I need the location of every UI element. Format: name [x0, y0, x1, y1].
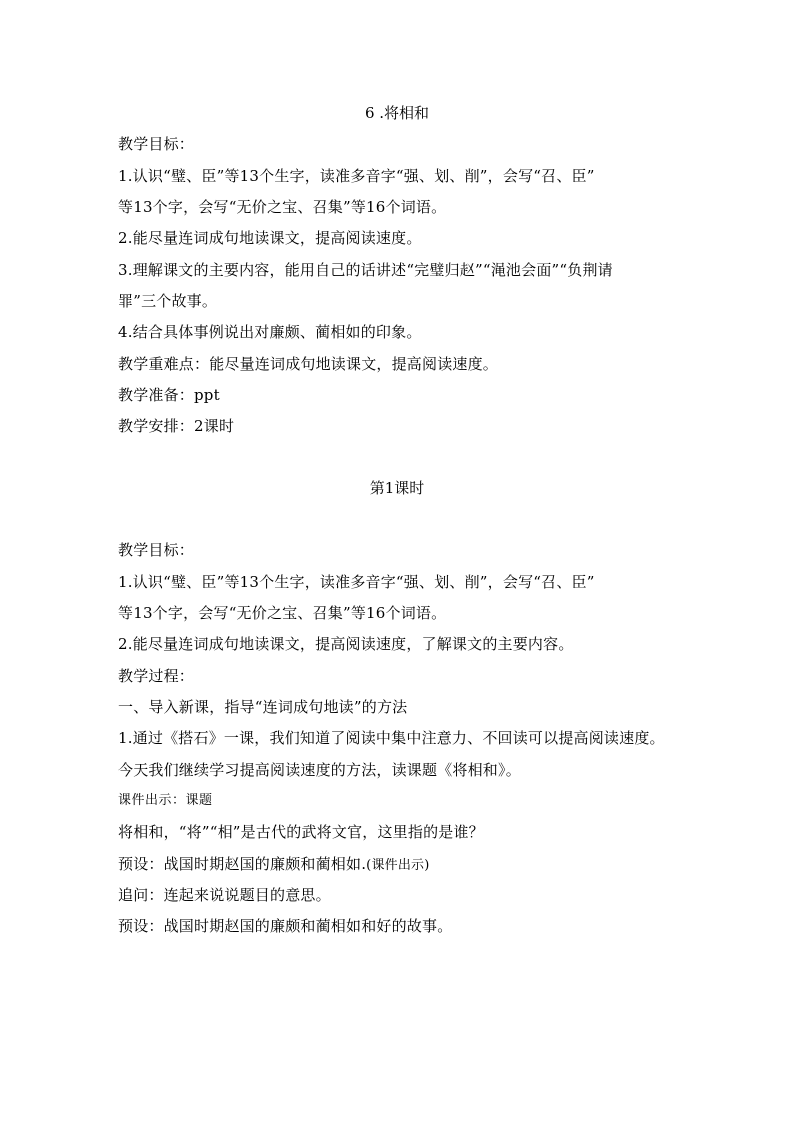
section-one-heading: 一、导入新课，指导“连词成句地读”的方法: [118, 698, 408, 716]
objective-line-1: 1.认识“璧、臣”等13个生字，读准多音字“强、划、削”，会写“召、臣”: [118, 167, 595, 185]
key-points: 教学重难点：能尽量连词成句地读课文，提高阅读速度。: [118, 355, 499, 373]
answer-one-main: 预设：战国时期赵国的廉颇和蔺相如.: [118, 855, 367, 873]
process-label: 教学过程：: [118, 667, 195, 685]
objective-line-6: 4.结合具体事例说出对廉颇、蔺相如的印象。: [118, 323, 422, 341]
objective-line-4: 3.理解课文的主要内容，能用自己的话讲述“完璧归赵”“渑池会面”“负荆请: [118, 261, 613, 279]
session-objectives-label: 教学目标：: [118, 541, 195, 559]
session-objective-line-2: 等13个字，会写“无价之宝、召集”等16个词语。: [118, 604, 447, 622]
session-title: 第1课时: [369, 479, 425, 497]
lesson-title: 6 .将相和: [364, 104, 430, 122]
objectives-label: 教学目标：: [118, 135, 195, 153]
answer-one-note: (课件出示): [366, 858, 430, 873]
objective-line-3: 2.能尽量连词成句地读课文，提高阅读速度。: [118, 229, 422, 247]
courseware-note: 课件出示：课题: [118, 793, 213, 808]
follow-up-question: 追问：连起来说说题目的意思。: [118, 886, 331, 904]
preparation: 教学准备：ppt: [118, 386, 220, 404]
step-one-line-1: 1.通过《搭石》一课，我们知道了阅读中集中注意力、不回读可以提高阅读速度。: [118, 729, 665, 747]
session-objective-line-1: 1.认识“璧、臣”等13个生字，读准多音字“强、划、削”，会写“召、臣”: [118, 573, 595, 591]
answer-one: [118, 854, 430, 876]
question: 将相和，“将”“相”是古代的武将文官，这里指的是谁？: [118, 823, 484, 841]
session-objective-line-3: 2.能尽量连词成句地读课文，提高阅读速度，了解课文的主要内容。: [118, 635, 574, 653]
schedule: 教学安排：2课时: [118, 417, 235, 435]
answer-two: 预设：战国时期赵国的廉颇和蔺相如和好的故事。: [118, 917, 453, 935]
step-one-line-2: 今天我们继续学习提高阅读速度的方法，读课题《将相和》。: [118, 761, 521, 779]
objective-line-2: 等13个字，会写“无价之宝、召集”等16个词语。: [118, 198, 447, 216]
objective-line-5: 罪”三个故事。: [118, 292, 218, 310]
